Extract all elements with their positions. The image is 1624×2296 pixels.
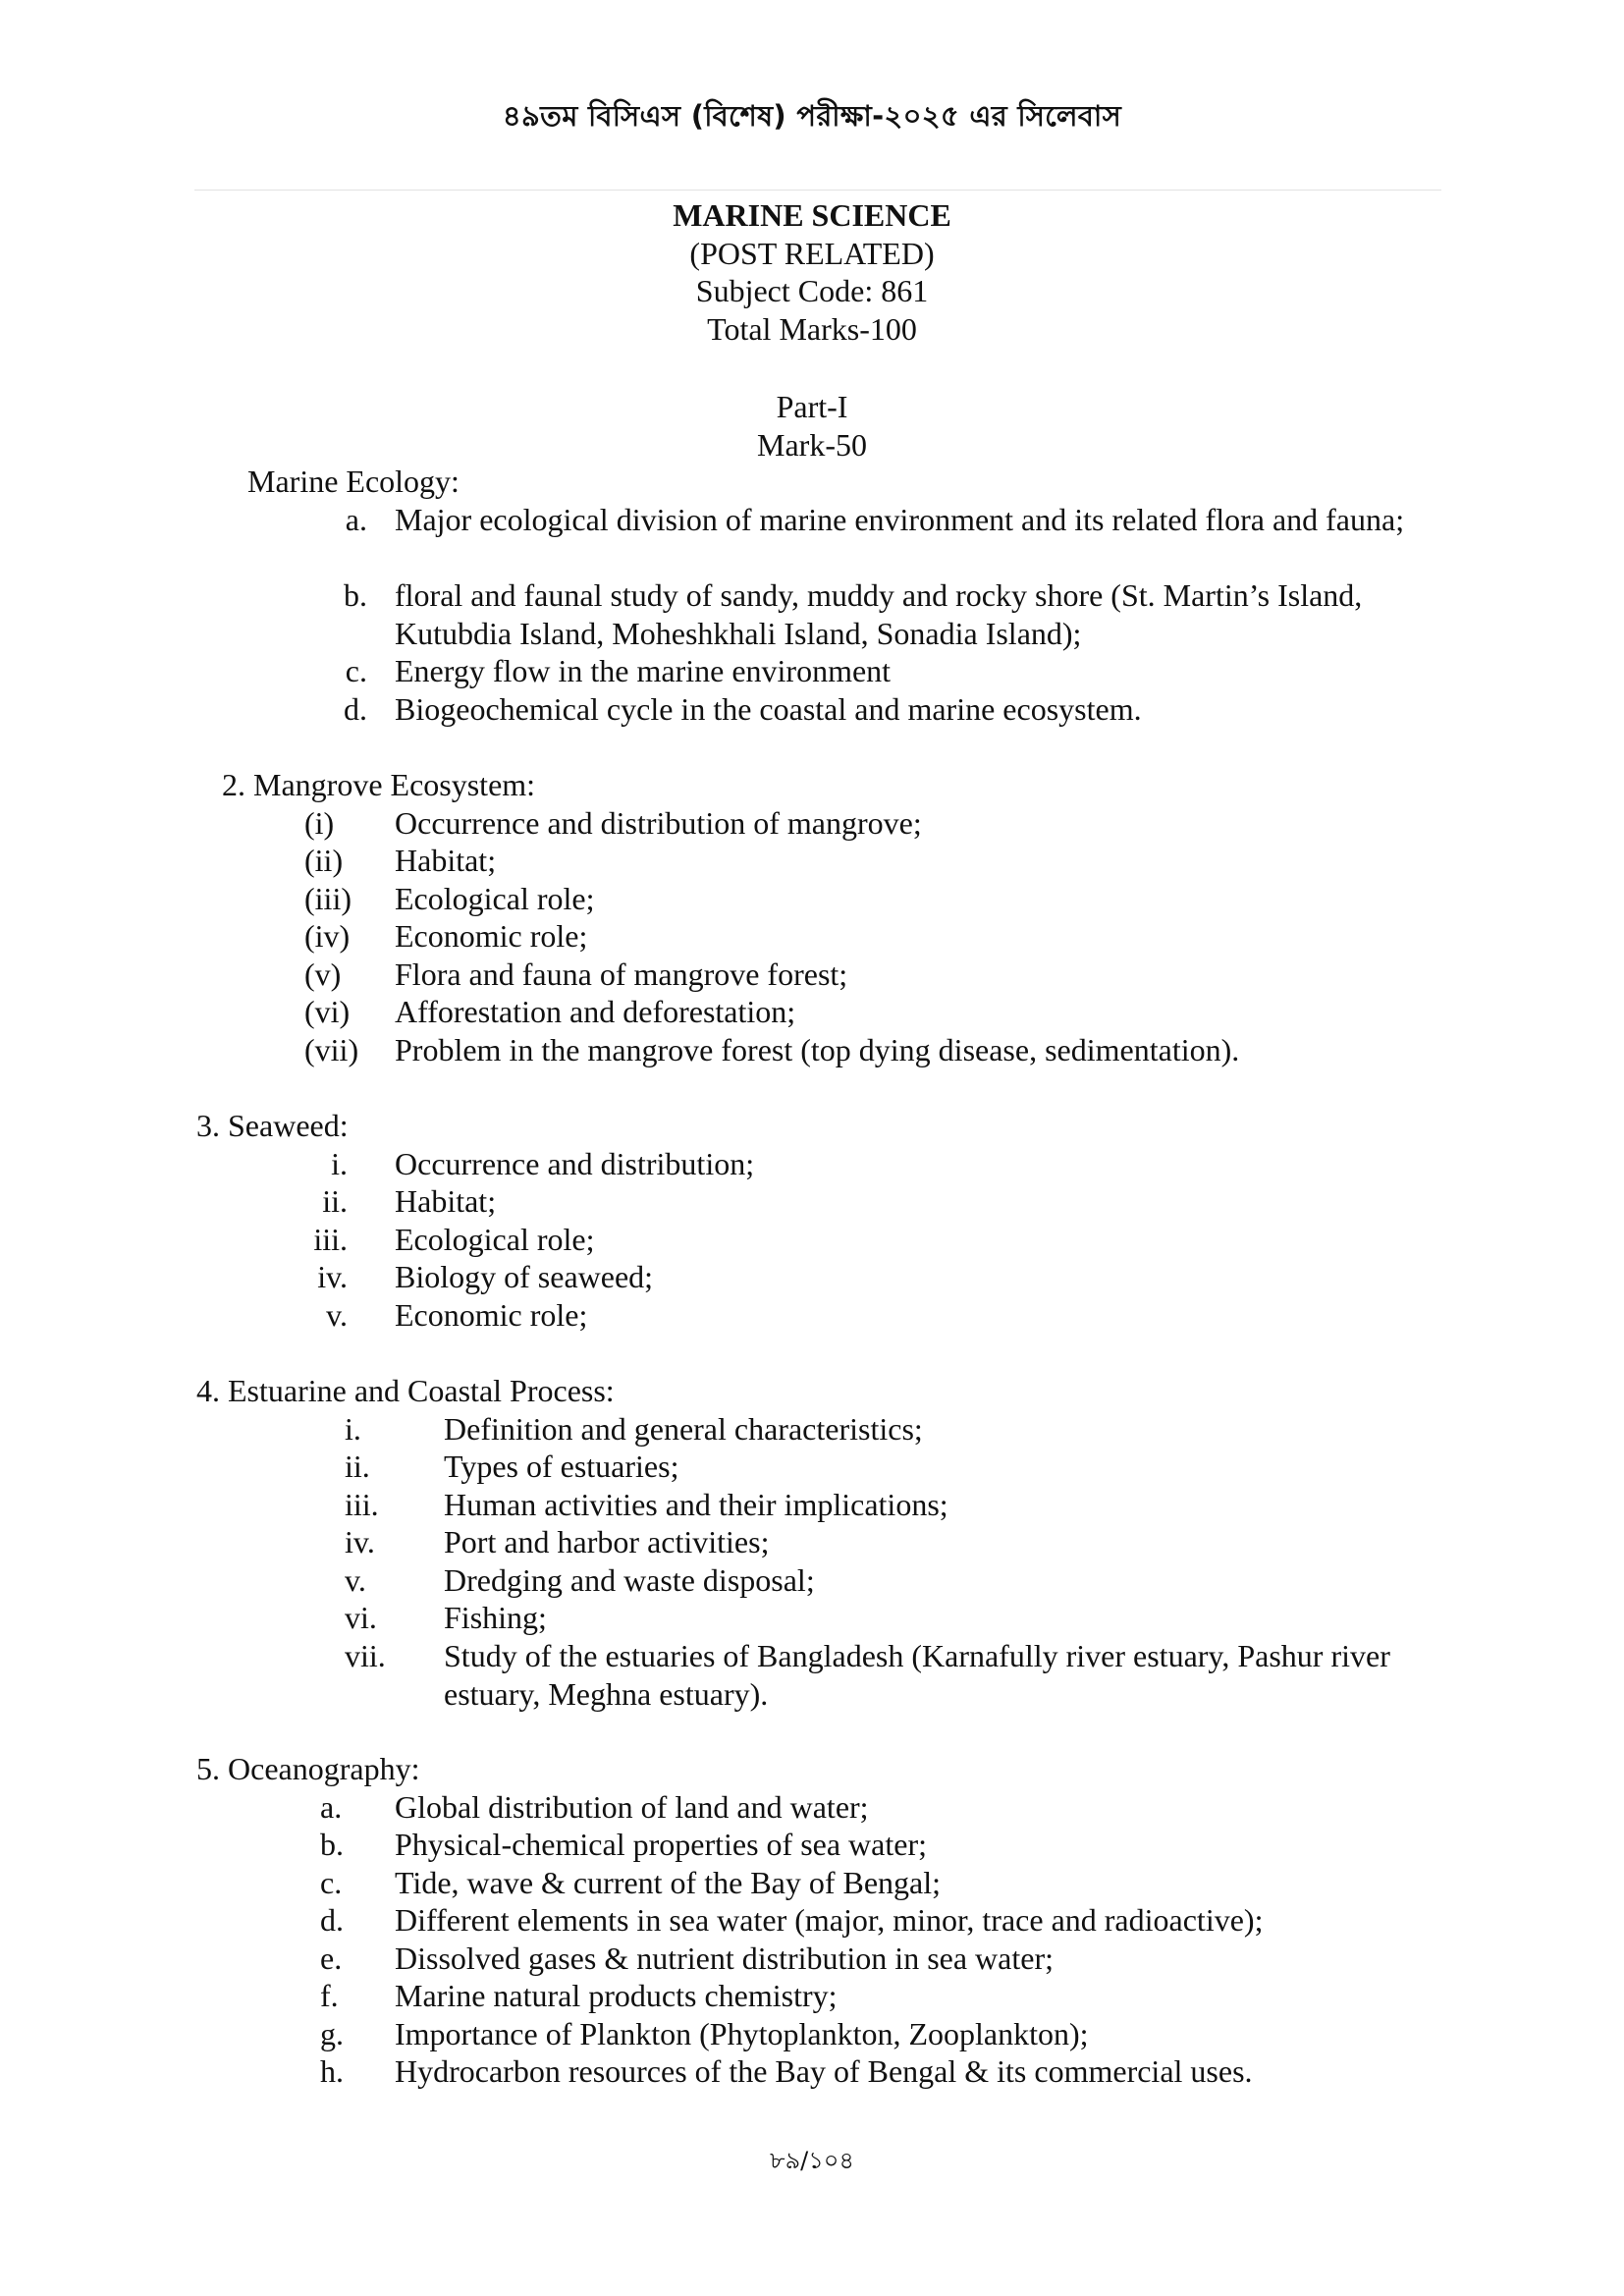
- list-marker: b.: [320, 1827, 344, 1862]
- page-header-title: ৪৯তম বিসিএস (বিশেষ) পরীক্ষা-২০২৫ এর সিলেবাস: [502, 99, 1122, 133]
- list-text: Habitat;: [395, 1183, 497, 1219]
- list-text: floral and faunal study of sandy, muddy and rocky shore (St. Martin’s Island, Kutubdia Island, Moheshkhali Island, Sonadia Island);: [395, 577, 1363, 651]
- list-text: Marine natural products chemistry;: [395, 1978, 838, 2013]
- list-text: Energy flow in the marine environment: [395, 653, 892, 688]
- list-text: Types of estuaries;: [444, 1449, 679, 1484]
- header-divider: [194, 190, 1441, 191]
- list-text: Human activities and their implications;: [444, 1487, 948, 1522]
- list-marker: e.: [320, 1941, 343, 1976]
- list-marker: (ii): [304, 843, 344, 878]
- part-block: [0, 388, 1624, 464]
- list-text: Ecological role;: [395, 881, 595, 916]
- section-heading: Marine Ecology:: [247, 464, 460, 499]
- list-text: Afforestation and deforestation;: [395, 994, 796, 1029]
- list-marker: a.: [345, 502, 367, 537]
- list-marker: a.: [320, 1789, 343, 1825]
- list-text: Occurrence and distribution;: [395, 1146, 755, 1181]
- section-heading: 4. Estuarine and Coastal Process:: [196, 1373, 615, 1408]
- subject-code: Subject Code: 861: [695, 273, 929, 308]
- title-block: [0, 196, 1624, 348]
- list-marker: v.: [326, 1297, 348, 1333]
- page-number: ৮৯/১০৪: [770, 2147, 854, 2174]
- list-text: Different elements in sea water (major, minor, trace and radioactive);: [395, 1902, 1264, 1938]
- list-marker: vii.: [345, 1638, 386, 1673]
- list-marker: iii.: [345, 1487, 379, 1522]
- list-marker: (iii): [304, 881, 352, 916]
- list-marker: iv.: [317, 1259, 348, 1294]
- section-heading: 5. Oceanography:: [196, 1751, 420, 1786]
- list-text: Importance of Plankton (Phytoplankton, Zooplankton);: [395, 2016, 1089, 2051]
- list-marker: d.: [320, 1902, 344, 1938]
- list-text: Habitat;: [395, 843, 497, 878]
- list-text: Study of the estuaries of Bangladesh (Karnafully river estuary, Pashur river estuary, Meghna estuary).: [444, 1638, 1390, 1712]
- list-marker: (i): [304, 805, 335, 841]
- list-text: Major ecological division of marine environment and its related flora and fauna;: [395, 502, 1405, 537]
- list-marker: g.: [320, 2016, 344, 2051]
- list-text: Economic role;: [395, 918, 588, 954]
- list-text: Fishing;: [444, 1600, 547, 1635]
- list-marker: h.: [320, 2053, 344, 2089]
- list-marker: v.: [345, 1562, 366, 1598]
- part-marks: Mark-50: [757, 426, 867, 463]
- section-heading: 2. Mangrove Ecosystem:: [222, 767, 536, 802]
- list-text: Dissolved gases & nutrient distribution in sea water;: [395, 1941, 1054, 1976]
- list-marker: i.: [331, 1146, 348, 1181]
- subject-subtitle: (POST RELATED): [689, 235, 935, 271]
- list-text: Flora and fauna of mangrove forest;: [395, 957, 848, 992]
- list-marker: (iv): [304, 918, 351, 954]
- list-text: Global distribution of land and water;: [395, 1789, 869, 1825]
- list-marker: iv.: [345, 1524, 375, 1559]
- list-text: Port and harbor activities;: [444, 1524, 770, 1559]
- list-text: Dredging and waste disposal;: [444, 1562, 815, 1598]
- list-text: Economic role;: [395, 1297, 588, 1333]
- list-marker: ii.: [345, 1449, 370, 1484]
- section-heading: 3. Seaweed:: [196, 1108, 349, 1143]
- list-text: Physical-chemical properties of sea water;: [395, 1827, 927, 1862]
- list-marker: (v): [304, 957, 342, 992]
- total-marks: Total Marks-100: [707, 310, 917, 347]
- list-marker: b.: [344, 577, 367, 613]
- list-text: Hydrocarbon resources of the Bay of Bengal & its commercial uses.: [395, 2053, 1253, 2089]
- list-marker: d.: [344, 691, 367, 727]
- list-marker: i.: [345, 1411, 361, 1447]
- list-marker: (vi): [304, 994, 351, 1029]
- list-text: Biogeochemical cycle in the coastal and marine ecosystem.: [395, 691, 1142, 727]
- part-name: Part-I: [776, 389, 848, 424]
- list-marker: iii.: [313, 1222, 348, 1257]
- list-marker: ii.: [322, 1183, 348, 1219]
- list-text: Tide, wave & current of the Bay of Bengal;: [395, 1865, 942, 1900]
- list-marker: c.: [345, 653, 367, 688]
- list-text: Definition and general characteristics;: [444, 1411, 923, 1447]
- list-text: Biology of seaweed;: [395, 1259, 654, 1294]
- list-text: Occurrence and distribution of mangrove;: [395, 805, 922, 841]
- list-marker: vi.: [345, 1600, 377, 1635]
- list-text: Problem in the mangrove forest (top dying disease, sedimentation).: [395, 1032, 1240, 1067]
- list-marker: c.: [320, 1865, 343, 1900]
- subject-title: MARINE SCIENCE: [673, 197, 951, 233]
- list-marker: f.: [320, 1978, 339, 2013]
- list-marker: (vii): [304, 1032, 359, 1067]
- list-text: Ecological role;: [395, 1222, 595, 1257]
